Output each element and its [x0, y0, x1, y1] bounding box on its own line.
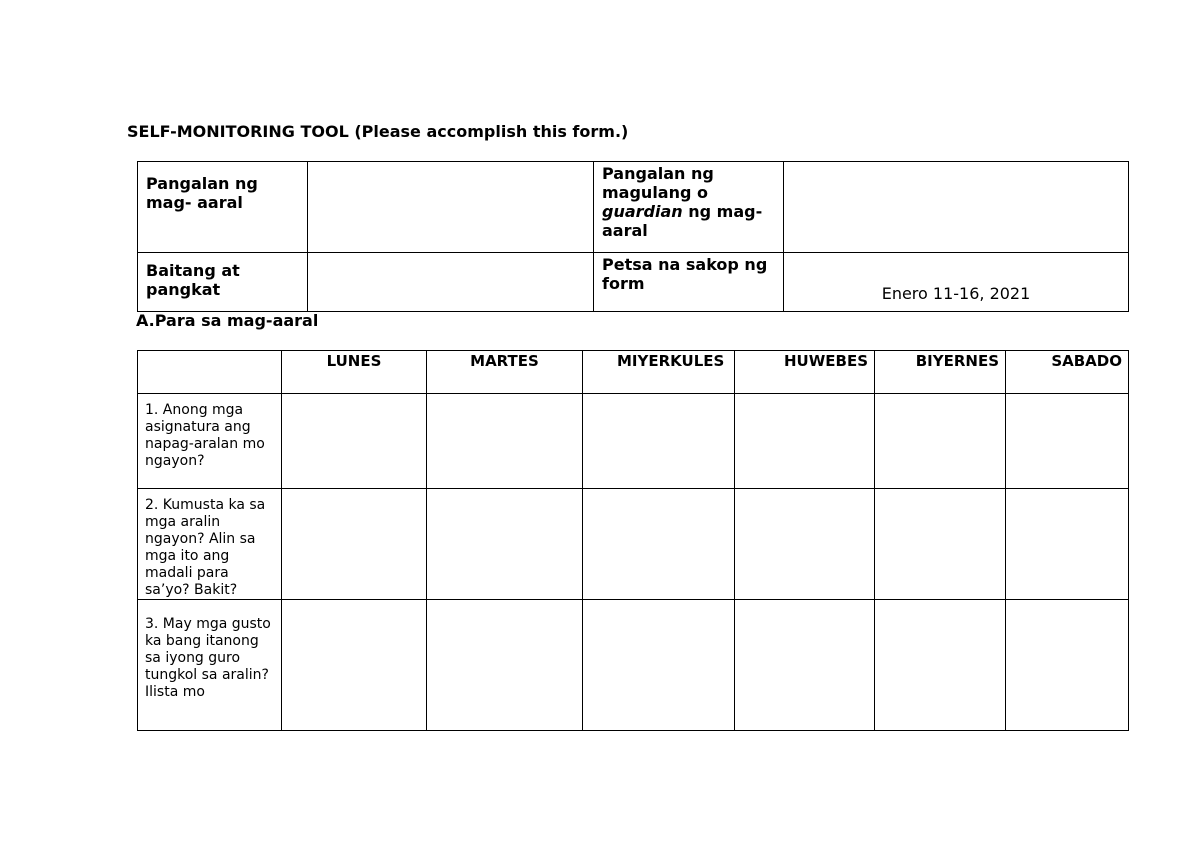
- student-name-label: [138, 162, 308, 253]
- answer-cell[interactable]: [735, 600, 875, 731]
- answer-cell[interactable]: [583, 489, 735, 600]
- answer-cell[interactable]: [583, 394, 735, 489]
- header-biyernes: BIYERNES: [875, 351, 1006, 394]
- question-2: 2. Kumusta ka sa mga aralin ngayon? Alin sa mga ito ang madali para sa’yo? Bakit?: [138, 489, 282, 600]
- student-name-field[interactable]: [308, 162, 594, 253]
- student-info-table: [137, 161, 1129, 312]
- parent-label-part1: Pangalan ng magulang o: [602, 164, 714, 202]
- header-blank-cell: [138, 351, 282, 394]
- header-huwebes: HUWEBES: [735, 351, 875, 394]
- table-row: [138, 600, 1129, 731]
- header-lunes: LUNES: [282, 351, 427, 394]
- daily-monitoring-table: [137, 350, 1129, 731]
- header-martes: MARTES: [427, 351, 583, 394]
- answer-cell[interactable]: [282, 600, 427, 731]
- parent-name-label: [594, 162, 784, 253]
- question-3: 3. May mga gusto ka bang itanong sa iyong guro tungkol sa aralin? Ilista mo: [138, 600, 282, 731]
- answer-cell[interactable]: [1006, 489, 1129, 600]
- parent-name-field[interactable]: [784, 162, 1129, 253]
- answer-cell[interactable]: [875, 600, 1006, 731]
- table-row: [138, 394, 1129, 489]
- grade-section-label: Baitang at pangkat: [138, 253, 308, 312]
- answer-cell[interactable]: [583, 600, 735, 731]
- form-title: SELF-MONITORING TOOL (Please accomplish this form.): [127, 122, 629, 141]
- header-sabado: SABADO: [1006, 351, 1129, 394]
- answer-cell[interactable]: [427, 600, 583, 731]
- answer-cell[interactable]: [875, 394, 1006, 489]
- answer-cell[interactable]: [282, 489, 427, 600]
- parent-label-part2: ng mag-aaral: [602, 202, 763, 240]
- answer-cell[interactable]: [875, 489, 1006, 600]
- answer-cell[interactable]: [735, 394, 875, 489]
- answer-cell[interactable]: [427, 489, 583, 600]
- form-date-label: Petsa na sakop ng form: [594, 253, 784, 312]
- form-date-value: Enero 11-16, 2021: [784, 253, 1129, 312]
- answer-cell[interactable]: [1006, 394, 1129, 489]
- grade-section-field[interactable]: [308, 253, 594, 312]
- parent-label-italic: guardian: [602, 202, 683, 221]
- table-row: [138, 489, 1129, 600]
- section-a-title: A.Para sa mag-aaral: [136, 311, 319, 330]
- answer-cell[interactable]: [735, 489, 875, 600]
- answer-cell[interactable]: [427, 394, 583, 489]
- header-miyerkules: MIYERKULES: [583, 351, 735, 394]
- table-header-row: [138, 351, 1129, 394]
- answer-cell[interactable]: [282, 394, 427, 489]
- answer-cell[interactable]: [1006, 600, 1129, 731]
- student-name-label-text: Pangalan ng mag- aaral: [146, 174, 258, 212]
- question-1: 1. Anong mga asignatura ang napag-aralan mo ngayon?: [138, 394, 282, 489]
